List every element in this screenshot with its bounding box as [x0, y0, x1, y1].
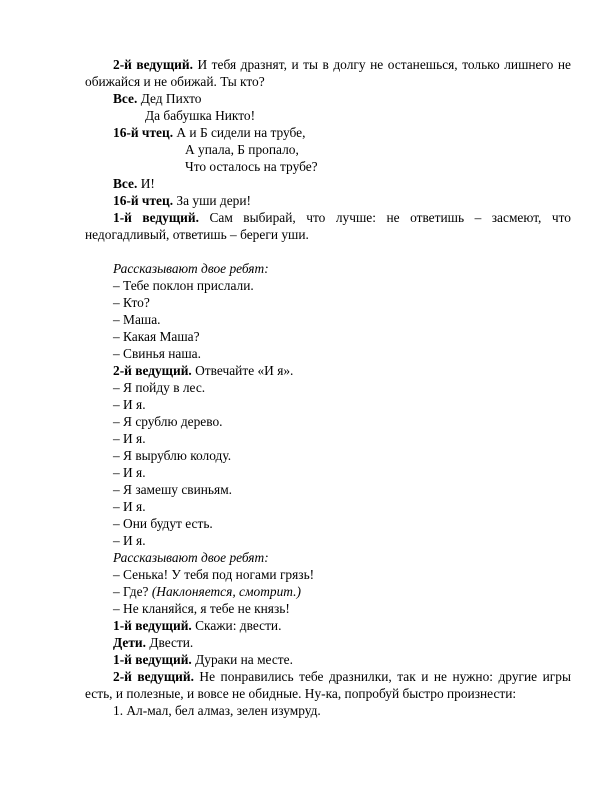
speaker: Все. [113, 91, 138, 106]
stage-direction: Рассказывают двое ребят: [113, 261, 269, 276]
dialogue-line: – Я замешу свиньям. [113, 482, 233, 497]
paragraph-11: 2-й ведущий. Не понравились тебе дразнилки, так и не нужно: другие игры есть, и полезные, и вовсе не обидные. Ну-ка, попробуй быстро произнести: [85, 669, 571, 701]
dialogue-line: – Тебе поклон прислали. [113, 278, 254, 293]
speaker: 16-й чтец. [113, 193, 174, 208]
paragraph-8: 1-й ведущий. Скажи: двести. [113, 618, 282, 633]
verse-line: Да бабушка Никто! [145, 108, 256, 123]
dialogue-line: – И я. [113, 499, 146, 514]
dialogue-line: – Я пойду в лес. [113, 380, 206, 395]
speaker: Все. [113, 176, 138, 191]
dialogue-line: – Свинья наша. [113, 346, 201, 361]
dialogue-line: – И я. [113, 431, 146, 446]
dialogue-line: – Сенька! У тебя под ногами грязь! [113, 567, 315, 582]
paragraph-7: 2-й ведущий. Отвечайте «И я». [113, 363, 294, 378]
paragraph-2: Все. Дед Пихто [113, 91, 202, 106]
dialogue-line: – Где? (Наклоняется, смотрит.) [113, 584, 301, 599]
dialogue-line: – Не кланяйся, я тебе не князь! [113, 601, 290, 616]
dialogue-line: – И я. [113, 397, 146, 412]
speaker: 2-й ведущий. [113, 57, 193, 72]
paragraph-4: Все. И! [113, 176, 155, 191]
verse-line: А упала, Б пропало, [185, 142, 299, 157]
dialogue-line: – И я. [113, 533, 146, 548]
paragraph-3: 16-й чтец. А и Б сидели на трубе, [113, 125, 306, 140]
speaker: 1-й ведущий. [113, 652, 192, 667]
paragraph-6: 1-й ведущий. Сам выбирай, что лучше: не ответишь – засмеют, что недогадливый, ответишь – береги уши. [85, 210, 571, 242]
document-page [85, 56, 571, 719]
speaker: 1-й ведущий. [113, 618, 192, 633]
speaker: 2-й ведущий. [113, 363, 192, 378]
speaker: 16-й чтец. [113, 125, 174, 140]
paragraph-1: 2-й ведущий. И тебя дразнят, и ты в долгу не останешься, только лишнего не обижайся и не обижай. Ты кто? [85, 57, 571, 89]
stage-direction: Рассказывают двое ребят: [113, 550, 269, 565]
speaker: 2-й ведущий. [113, 669, 194, 684]
speaker: 1-й ведущий. [113, 210, 199, 225]
paragraph-10: 1-й ведущий. Дураки на месте. [113, 652, 293, 667]
paragraph-5: 16-й чтец. За уши дери! [113, 193, 252, 208]
dialogue-line: – Маша. [113, 312, 161, 327]
dialogue-line: – Они будут есть. [113, 516, 213, 531]
dialogue-line: – Кто? [113, 295, 150, 310]
dialogue-line: – Я срублю дерево. [113, 414, 223, 429]
verse-line: Что осталось на трубе? [185, 159, 318, 174]
dialogue-line: – И я. [113, 465, 146, 480]
list-item: 1. Ал-мал, бел алмаз, зелен изумруд. [113, 703, 321, 718]
blank-line [85, 243, 571, 260]
dialogue-line: – Я вырублю колоду. [113, 448, 232, 463]
dialogue-line: – Какая Маша? [113, 329, 200, 344]
speaker: Дети. [113, 635, 146, 650]
paragraph-9: Дети. Двести. [113, 635, 194, 650]
